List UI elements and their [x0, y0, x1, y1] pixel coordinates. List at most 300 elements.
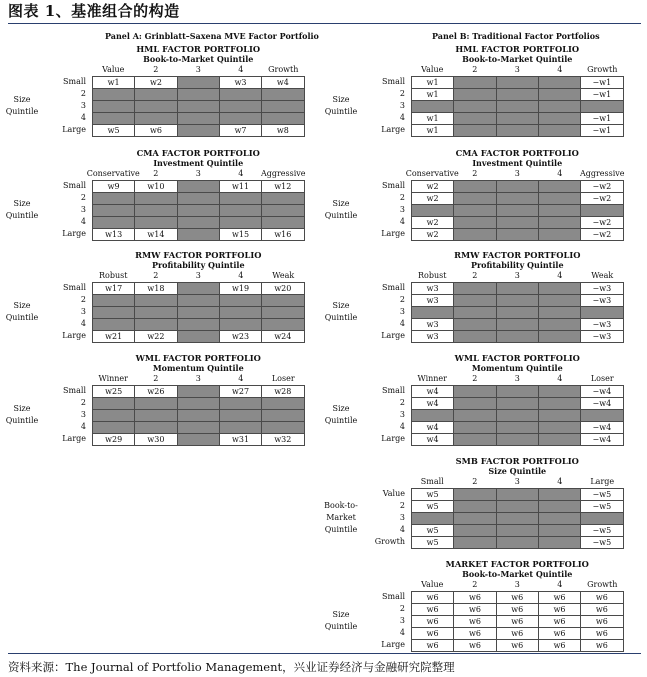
column-header: Conservative: [86, 169, 140, 178]
grid-cell: −w5: [581, 489, 623, 501]
row-label: Large: [62, 229, 86, 238]
row-label: Small: [382, 386, 405, 395]
grid-cell: −w2: [581, 193, 623, 205]
column-header: Robust: [418, 271, 447, 280]
table-row: [412, 89, 624, 101]
grid-cell: w25: [93, 386, 135, 398]
grid-cell: [177, 89, 219, 101]
row-label: 4: [399, 217, 405, 226]
grid-cell: [93, 410, 135, 422]
panel-b-hml-block: [321, 44, 624, 144]
grid-cell: −w2: [581, 217, 623, 229]
grid-cell: [219, 89, 261, 101]
grid-cell: [496, 422, 538, 434]
block-title: MARKET FACTOR PORTFOLIO: [445, 559, 589, 569]
grid-cell: w15: [219, 229, 261, 241]
grid-cell: [538, 307, 580, 319]
table-row: [412, 331, 624, 343]
block-title: CMA FACTOR PORTFOLIO: [136, 148, 260, 158]
block-title: CMA FACTOR PORTFOLIO: [455, 148, 579, 158]
grid-cell: [262, 101, 304, 113]
grid-cell: w6: [581, 628, 623, 640]
row-label: 3: [399, 205, 405, 214]
grid-cell: [177, 193, 219, 205]
column-header: Growth: [268, 65, 299, 74]
grid-cell: −w5: [581, 525, 623, 537]
grid-cell: [135, 319, 177, 331]
block-subtitle: Profitability Quintile: [470, 260, 564, 270]
row-label: 2: [399, 89, 405, 98]
grid-cell: [412, 101, 454, 113]
row-label: 2: [80, 295, 86, 304]
grid-cell: w6: [135, 125, 177, 137]
block-subtitle: Book-to-Market Quintile: [462, 569, 573, 579]
grid-cell: [454, 422, 496, 434]
grid-cell: [496, 537, 538, 549]
table-row: [412, 628, 624, 640]
row-label: Small: [63, 386, 86, 395]
grid-cell: w12: [262, 181, 304, 193]
row-label: Large: [62, 125, 86, 134]
grid-cell: [454, 205, 496, 217]
block-subtitle: Momentum Quintile: [152, 363, 244, 373]
grid-cell: w4: [412, 422, 454, 434]
grid-cell: [538, 217, 580, 229]
table-row: [93, 101, 305, 113]
table-row: [93, 422, 305, 434]
grid-cell: [135, 422, 177, 434]
grid-cell: [538, 89, 580, 101]
grid-cell: [454, 307, 496, 319]
grid-cell: w10: [135, 181, 177, 193]
side-label: Quintile: [5, 107, 39, 116]
column-header: 3: [195, 271, 201, 280]
grid-cell: w4: [412, 434, 454, 446]
block-subtitle: Investment Quintile: [472, 158, 563, 168]
grid-cell: −w1: [581, 89, 623, 101]
grid-cell: [219, 217, 261, 229]
column-header: Value: [102, 65, 125, 74]
grid-cell: w4: [262, 77, 304, 89]
column-header: 2: [472, 65, 478, 74]
grid-cell: [177, 205, 219, 217]
grid-cell: w8: [262, 125, 304, 137]
grid-cell: w3: [412, 331, 454, 343]
side-label: Size: [332, 404, 350, 413]
figure-title: 图表 1、基准组合的构造: [8, 2, 180, 20]
side-label: Quintile: [324, 107, 358, 116]
grid-cell: [454, 386, 496, 398]
grid-cell: w6: [412, 628, 454, 640]
grid-cell: [538, 398, 580, 410]
grid-cell: [454, 77, 496, 89]
grid-cell: [262, 89, 304, 101]
column-header: 3: [514, 271, 520, 280]
column-header: Value: [421, 580, 444, 589]
column-header: 3: [514, 169, 520, 178]
grid-cell: w31: [219, 434, 261, 446]
grid-cell: w17: [93, 283, 135, 295]
grid-cell: [538, 501, 580, 513]
grid-cell: [538, 295, 580, 307]
grid-cell: [219, 410, 261, 422]
grid-cell: [538, 181, 580, 193]
grid-cell: [135, 101, 177, 113]
grid-cell: [177, 229, 219, 241]
grid-cell: [454, 501, 496, 513]
grid-cell: [538, 513, 580, 525]
row-label: 2: [80, 89, 86, 98]
panel-a-cma-block: [2, 148, 305, 248]
grid-cell: [177, 398, 219, 410]
side-label: Quintile: [5, 416, 39, 425]
side-label: Quintile: [5, 313, 39, 322]
grid-cell: [538, 386, 580, 398]
column-header: Winner: [417, 374, 447, 383]
grid-cell: [538, 125, 580, 137]
grid-cell: w6: [538, 592, 580, 604]
side-label: Quintile: [324, 416, 358, 425]
grid-cell: w6: [496, 640, 538, 652]
column-header: Large: [590, 477, 615, 486]
grid-cell: [581, 513, 623, 525]
grid-cell: [538, 193, 580, 205]
grid-cell: [538, 319, 580, 331]
grid-cell: [93, 217, 135, 229]
row-label: Large: [62, 331, 86, 340]
row-label: Small: [382, 283, 405, 292]
table-row: [412, 307, 624, 319]
grid-cell: w3: [412, 283, 454, 295]
row-label: 4: [80, 113, 86, 122]
row-label: 4: [399, 422, 405, 431]
column-header: 4: [238, 271, 244, 280]
grid-cell: w19: [219, 283, 261, 295]
table-row: [412, 229, 624, 241]
grid-cell: −w3: [581, 331, 623, 343]
column-header: Loser: [590, 374, 614, 383]
grid-cell: −w5: [581, 537, 623, 549]
weight-grid: [92, 180, 305, 241]
grid-cell: [538, 489, 580, 501]
grid-cell: [219, 101, 261, 113]
row-label: 4: [399, 113, 405, 122]
table-row: [412, 205, 624, 217]
grid-cell: w21: [93, 331, 135, 343]
weight-grid: [411, 488, 624, 549]
grid-cell: [454, 295, 496, 307]
grid-cell: [496, 410, 538, 422]
grid-cell: w1: [412, 125, 454, 137]
side-label: Market: [326, 513, 356, 522]
grid-cell: w6: [454, 592, 496, 604]
grid-cell: [538, 113, 580, 125]
table-row: [412, 295, 624, 307]
table-row: [93, 410, 305, 422]
grid-cell: w7: [219, 125, 261, 137]
column-header: Small: [420, 477, 444, 486]
row-label: 3: [399, 101, 405, 110]
column-header: Winner: [98, 374, 128, 383]
grid-cell: [454, 193, 496, 205]
block-subtitle: Book-to-Market Quintile: [143, 54, 254, 64]
grid-cell: w2: [412, 229, 454, 241]
grid-cell: [93, 193, 135, 205]
grid-cell: w3: [219, 77, 261, 89]
grid-cell: −w3: [581, 283, 623, 295]
table-row: [412, 410, 624, 422]
grid-cell: [412, 410, 454, 422]
grid-cell: w26: [135, 386, 177, 398]
grid-cell: [93, 89, 135, 101]
grid-cell: [496, 307, 538, 319]
panel-b-rmw-block: [321, 250, 624, 350]
grid-cell: w6: [496, 592, 538, 604]
grid-cell: [135, 193, 177, 205]
grid-cell: w30: [135, 434, 177, 446]
row-label: 4: [80, 319, 86, 328]
grid-cell: [262, 113, 304, 125]
column-header: Growth: [587, 580, 618, 589]
grid-cell: [454, 125, 496, 137]
grid-cell: w5: [412, 537, 454, 549]
row-label: 3: [80, 101, 86, 110]
row-label: Small: [63, 77, 86, 86]
grid-cell: w9: [93, 181, 135, 193]
table-row: [412, 592, 624, 604]
weight-grid: [92, 282, 305, 343]
column-header: Value: [421, 65, 444, 74]
grid-cell: [496, 125, 538, 137]
grid-cell: [135, 113, 177, 125]
grid-cell: [538, 205, 580, 217]
grid-cell: [219, 205, 261, 217]
source-note: 资料来源：The Journal of Portfolio Management，兴业证券经济与金融研究院整理: [8, 653, 641, 674]
grid-cell: [177, 217, 219, 229]
table-row: [93, 125, 305, 137]
grid-cell: [496, 113, 538, 125]
grid-cell: w6: [581, 592, 623, 604]
grid-cell: [538, 331, 580, 343]
grid-cell: [496, 89, 538, 101]
grid-cell: [538, 525, 580, 537]
row-label: Small: [382, 77, 405, 86]
grid-cell: [538, 229, 580, 241]
grid-cell: [581, 101, 623, 113]
row-label: 2: [399, 501, 405, 510]
row-label: 4: [399, 525, 405, 534]
row-label: Large: [62, 434, 86, 443]
table-row: [93, 217, 305, 229]
grid-cell: w1: [412, 77, 454, 89]
column-header: Weak: [272, 271, 295, 280]
grid-cell: [219, 113, 261, 125]
grid-cell: w1: [93, 77, 135, 89]
grid-cell: [262, 193, 304, 205]
grid-cell: [262, 217, 304, 229]
row-label: Large: [381, 125, 405, 134]
grid-cell: w6: [538, 604, 580, 616]
table-row: [93, 181, 305, 193]
grid-cell: [496, 513, 538, 525]
grid-cell: w6: [538, 616, 580, 628]
column-header: Weak: [591, 271, 614, 280]
grid-cell: [454, 229, 496, 241]
block-title: RMW FACTOR PORTFOLIO: [454, 250, 581, 260]
grid-cell: [454, 489, 496, 501]
row-label: 4: [80, 422, 86, 431]
table-row: [412, 398, 624, 410]
side-label: Size: [332, 610, 350, 619]
panel-b-heading: Panel B: Traditional Factor Portfolios: [432, 31, 600, 41]
column-header: 4: [557, 65, 563, 74]
row-label: 3: [80, 307, 86, 316]
column-header: 4: [557, 580, 563, 589]
grid-cell: w18: [135, 283, 177, 295]
grid-cell: [262, 307, 304, 319]
column-header: 3: [195, 65, 201, 74]
grid-cell: w6: [454, 616, 496, 628]
grid-cell: w2: [412, 217, 454, 229]
grid-cell: w22: [135, 331, 177, 343]
grid-cell: [496, 489, 538, 501]
grid-cell: −w4: [581, 386, 623, 398]
grid-cell: [538, 101, 580, 113]
grid-cell: [135, 307, 177, 319]
side-label: Quintile: [5, 211, 39, 220]
block-title: HML FACTOR PORTFOLIO: [136, 44, 261, 54]
column-header: Aggressive: [579, 169, 625, 178]
row-label: 3: [80, 410, 86, 419]
side-label: Quintile: [324, 211, 358, 220]
grid-cell: −w2: [581, 181, 623, 193]
grid-cell: [177, 410, 219, 422]
grid-cell: [219, 319, 261, 331]
grid-cell: [496, 217, 538, 229]
grid-cell: [538, 77, 580, 89]
grid-cell: −w1: [581, 77, 623, 89]
row-label: 2: [80, 193, 86, 202]
grid-cell: [177, 422, 219, 434]
table-row: [412, 604, 624, 616]
grid-cell: [219, 295, 261, 307]
block-subtitle: Book-to-Market Quintile: [462, 54, 573, 64]
side-label: Quintile: [324, 313, 358, 322]
weight-grid: [411, 282, 624, 343]
grid-cell: w6: [412, 592, 454, 604]
grid-cell: [177, 331, 219, 343]
table-row: [412, 77, 624, 89]
weight-grid: [411, 180, 624, 241]
column-header: 4: [238, 65, 244, 74]
row-label: 2: [399, 398, 405, 407]
grid-cell: w6: [412, 640, 454, 652]
column-header: Aggressive: [260, 169, 306, 178]
weight-grid: [92, 76, 305, 137]
table-row: [412, 319, 624, 331]
grid-cell: w14: [135, 229, 177, 241]
table-row: [412, 422, 624, 434]
table-row: [93, 77, 305, 89]
grid-cell: w28: [262, 386, 304, 398]
weight-grid: [411, 385, 624, 446]
column-header: 4: [557, 374, 563, 383]
grid-cell: [412, 513, 454, 525]
grid-cell: w13: [93, 229, 135, 241]
grid-cell: [454, 434, 496, 446]
table-row: [412, 217, 624, 229]
grid-cell: [93, 422, 135, 434]
grid-cell: −w3: [581, 319, 623, 331]
column-header: 3: [514, 580, 520, 589]
column-header: 2: [153, 271, 159, 280]
grid-cell: w1: [412, 89, 454, 101]
side-label: Book-to-: [324, 501, 358, 510]
weight-grid: [411, 591, 624, 652]
grid-cell: [496, 331, 538, 343]
grid-cell: [496, 205, 538, 217]
grid-cell: w6: [412, 616, 454, 628]
row-label: 2: [80, 398, 86, 407]
row-label: 3: [80, 205, 86, 214]
grid-cell: w3: [412, 295, 454, 307]
grid-cell: [496, 501, 538, 513]
block-subtitle: Size Quintile: [488, 466, 547, 476]
grid-cell: w32: [262, 434, 304, 446]
grid-cell: [454, 319, 496, 331]
grid-cell: [454, 113, 496, 125]
side-label: Size: [13, 301, 31, 310]
side-label: Size: [13, 404, 31, 413]
row-label: 2: [399, 193, 405, 202]
grid-cell: [496, 295, 538, 307]
grid-cell: [219, 193, 261, 205]
grid-cell: w24: [262, 331, 304, 343]
grid-cell: w16: [262, 229, 304, 241]
row-label: 3: [399, 513, 405, 522]
table-row: [93, 319, 305, 331]
row-label: 2: [399, 295, 405, 304]
grid-cell: w4: [412, 398, 454, 410]
row-label: Large: [381, 434, 405, 443]
grid-cell: [93, 398, 135, 410]
table-row: [412, 537, 624, 549]
grid-cell: w6: [496, 604, 538, 616]
grid-cell: [135, 398, 177, 410]
grid-cell: [412, 205, 454, 217]
grid-cell: −w5: [581, 501, 623, 513]
column-header: 3: [195, 374, 201, 383]
panel-b-wml-block: [321, 353, 624, 453]
grid-cell: [496, 525, 538, 537]
grid-cell: [262, 205, 304, 217]
row-label: Large: [381, 229, 405, 238]
grid-cell: [93, 307, 135, 319]
column-header: 3: [514, 374, 520, 383]
grid-cell: [93, 113, 135, 125]
panel-b-cma-block: [321, 148, 624, 248]
grid-cell: −w3: [581, 295, 623, 307]
grid-cell: [496, 386, 538, 398]
column-header: 2: [153, 65, 159, 74]
grid-cell: [454, 283, 496, 295]
grid-cell: [581, 410, 623, 422]
table-row: [93, 331, 305, 343]
column-header: 2: [472, 477, 478, 486]
grid-cell: [262, 410, 304, 422]
grid-cell: [135, 295, 177, 307]
row-label: Small: [63, 283, 86, 292]
